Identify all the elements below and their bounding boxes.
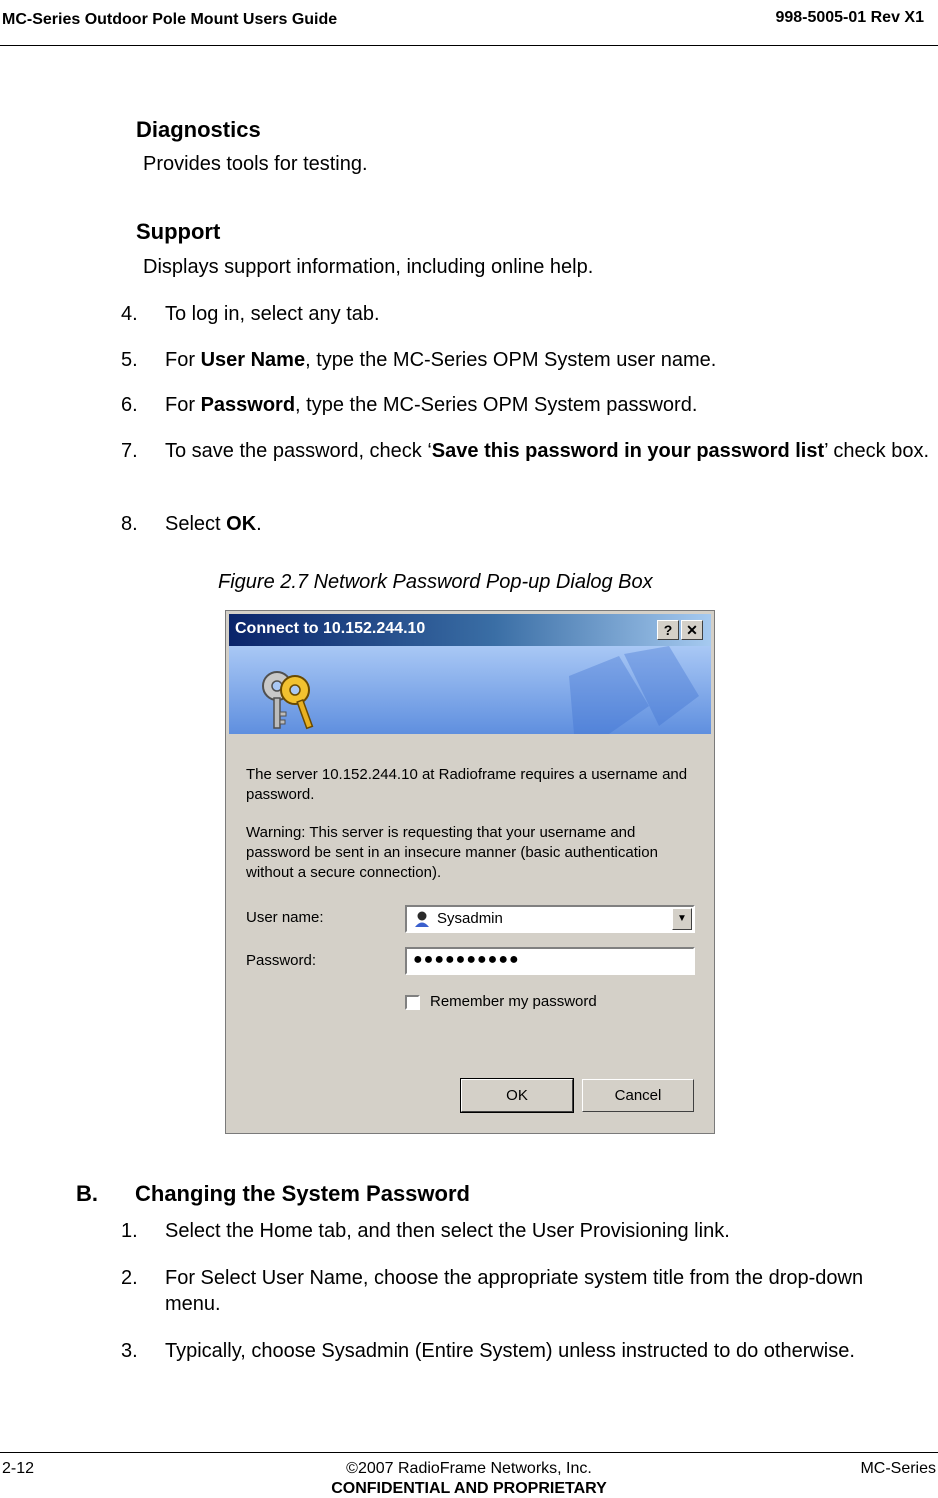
- keys-icon: [263, 672, 312, 728]
- username-label: User name:: [246, 909, 324, 926]
- password-field[interactable]: ●●●●●●●●●●: [405, 947, 695, 975]
- step-text-bold: Password: [200, 394, 296, 416]
- step-text-part: Select: [165, 513, 227, 535]
- step-number: 1.: [121, 1220, 138, 1242]
- step-text: Select the Home tab, and then select the User Provisioning link.: [165, 1220, 730, 1242]
- step-number: 6.: [121, 394, 138, 416]
- section-title-diagnostics: Diagnostics: [136, 117, 261, 142]
- dialog-warning: Warning: This server is requesting that your username and password be sent in an insecure manner (basic authentication without a secure connection).: [246, 824, 658, 881]
- step-text-part: To log in, select any tab.: [165, 303, 380, 325]
- cancel-button[interactable]: Cancel: [582, 1079, 694, 1112]
- ok-button[interactable]: OK: [461, 1079, 573, 1112]
- network-password-dialog: [225, 610, 715, 1134]
- section-b-title: Changing the System Password: [135, 1181, 470, 1206]
- remember-password-checkbox[interactable]: [405, 995, 420, 1010]
- dialog-message: The server 10.152.244.10 at Radioframe requires a username and password.: [246, 766, 688, 803]
- copyright: ©2007 RadioFrame Networks, Inc.: [346, 1460, 592, 1477]
- step-text-part: To save the password, check ‘: [165, 440, 432, 462]
- step-text-part: , type the MC-Series OPM System password.: [295, 394, 698, 416]
- step-text-part: For: [165, 394, 201, 416]
- section-desc-support: Displays support information, including online help.: [143, 256, 594, 278]
- keys-banner-graphic: [229, 646, 711, 734]
- section-title-support: Support: [136, 219, 221, 244]
- running-header-title: MC-Series Outdoor Pole Mount Users Guide: [2, 11, 338, 28]
- help-button[interactable]: ?: [657, 620, 679, 640]
- step-text: [165, 438, 935, 464]
- dialog-title: Connect to 10.152.244.10: [235, 620, 426, 637]
- confidentiality-notice: CONFIDENTIAL AND PROPRIETARY: [331, 1480, 607, 1497]
- step-text-part: ’ check box.: [824, 440, 930, 462]
- step-text-bold: Save this password in your password list: [431, 440, 825, 462]
- close-button[interactable]: ✕: [681, 620, 703, 640]
- step-text-part: .: [256, 513, 262, 535]
- step-text-bold: User Name: [200, 349, 306, 371]
- step-text: [165, 511, 935, 537]
- step-text: Typically, choose Sysadmin (Entire System) unless instructed to do otherwise.: [165, 1340, 855, 1362]
- user-icon: [413, 910, 431, 928]
- section-desc-diagnostics: Provides tools for testing.: [143, 153, 368, 175]
- password-label: Password:: [246, 952, 317, 969]
- section-b-letter: B.: [76, 1181, 98, 1206]
- step-text-bold: OK: [226, 513, 257, 535]
- chevron-down-icon[interactable]: ▼: [672, 908, 692, 930]
- page-number: 2-12: [2, 1460, 35, 1477]
- document-number: 998-5005-01 Rev X1: [775, 9, 924, 26]
- step-text-part: For: [165, 349, 201, 371]
- step-text: [165, 392, 935, 418]
- step-text-part: , type the MC-Series OPM System user name.: [305, 349, 717, 371]
- step-text: [165, 347, 935, 373]
- banner-watermark-icon: [569, 646, 699, 734]
- username-combobox[interactable]: [405, 905, 695, 933]
- step-text: [165, 301, 935, 327]
- step-number: 5.: [121, 349, 138, 371]
- remember-password-label[interactable]: Remember my password: [430, 993, 597, 1010]
- footer-rule: [0, 1452, 938, 1453]
- figure-caption: Figure 2.7 Network Password Pop-up Dialog Box: [218, 571, 653, 593]
- step-number: 3.: [121, 1340, 138, 1362]
- username-value: Sysadmin: [437, 910, 503, 927]
- product-name: MC-Series: [860, 1460, 936, 1477]
- header-rule: [0, 45, 938, 46]
- step-number: 4.: [121, 303, 138, 325]
- dialog-titlebar[interactable]: [229, 614, 711, 646]
- step-number: 2.: [121, 1267, 138, 1289]
- dialog-banner: [229, 646, 711, 734]
- step-number: 7.: [121, 440, 138, 462]
- step-text: For Select User Name, choose the appropriate system title from the drop-down menu.: [165, 1267, 864, 1315]
- step-number: 8.: [121, 513, 138, 535]
